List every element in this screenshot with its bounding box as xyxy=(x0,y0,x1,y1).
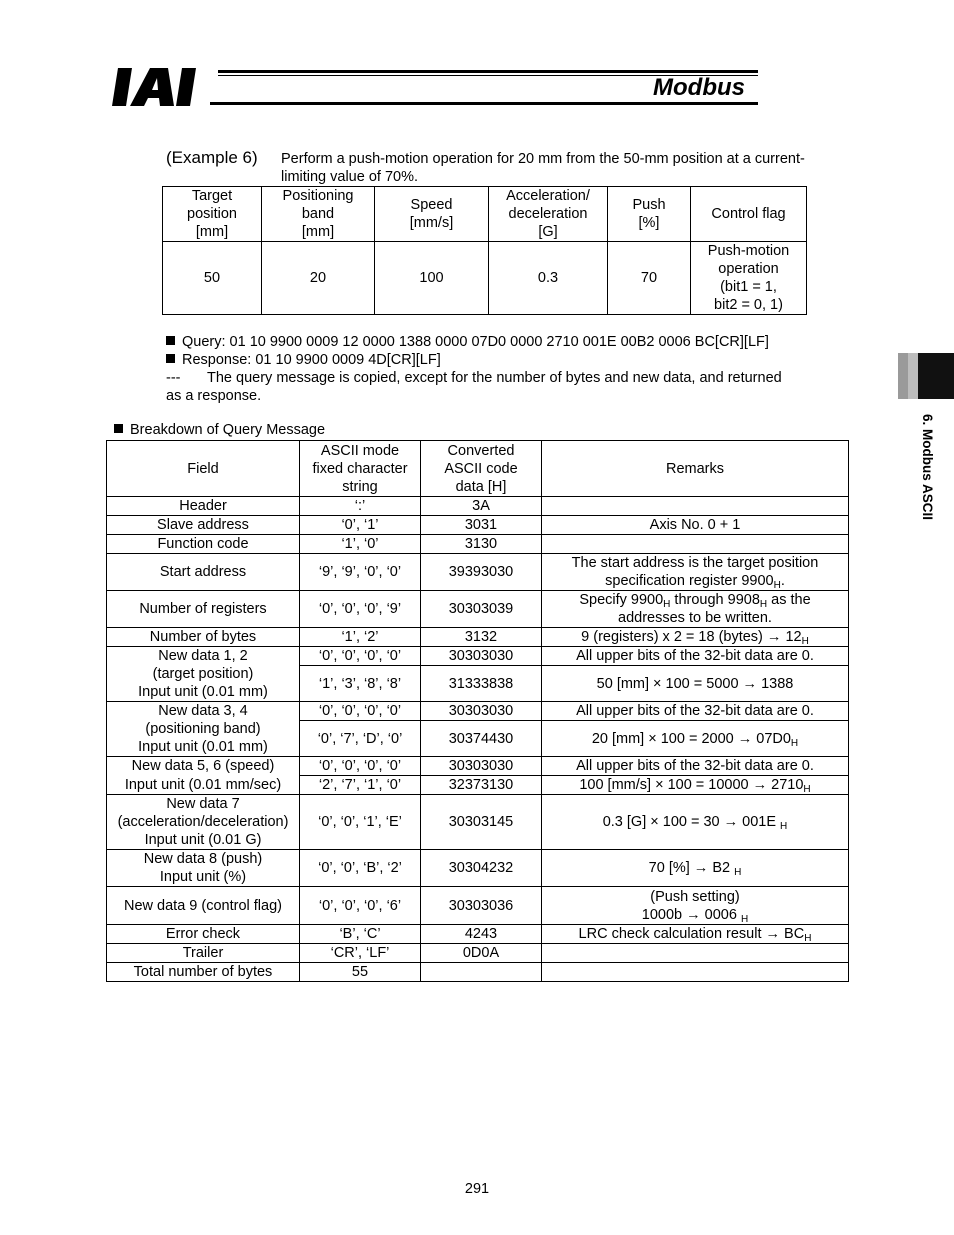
query-line: Query: 01 10 9900 0009 12 0000 1388 0000 07D0 0000 2710 001E 00B2 0006 BC[CR][LF] xyxy=(166,333,866,351)
table-row: Input unit (0.01 mm/sec) ‘2’, ‘7’, ‘1’, ‘0’ 32373130 100 $[mm/s] \times 100 = 10000 \to 2710_H$ xyxy=(107,776,849,795)
breakdown-title: Breakdown of Query Message xyxy=(114,422,325,438)
square-bullet-icon xyxy=(166,336,175,345)
breakdown-header-row xyxy=(107,441,849,497)
table-row: ‘0’, ‘7’, ‘D’, ‘0’ 30374430 20 $[mm] \times 100 = 2000 \to 07D0_H$ xyxy=(107,721,849,757)
table-row: Function code ‘1’, ‘0’ 3130 xyxy=(107,535,849,554)
table-row: Slave address ‘0’, ‘1’ 3031 Axis No. 0 + 1 xyxy=(107,516,849,535)
cell: 0.3 xyxy=(489,242,608,315)
col-control-flag: Control flag xyxy=(691,187,807,242)
table-row: ‘1’, ‘3’, ‘8’, ‘8’ 31333838 50 [mm] × 100 = 5000 → 1388 xyxy=(107,666,849,702)
header-rule-bottom xyxy=(210,102,758,105)
response-line: Response: 01 10 9900 0009 4D[CR][LF] xyxy=(166,351,866,369)
cell: 50 xyxy=(163,242,262,315)
table-row: New data 8 (push) Input unit (%) ‘0’, ‘0’, ‘B’, ‘2’ 30304232 70 [%] → B2 $_H$ xyxy=(107,850,849,887)
table-row: Number of bytes ‘1’, ‘2’ 3132 9 (registers) x 2 = 18 (bytes) → $12_H$ xyxy=(107,628,849,647)
iai-logo xyxy=(112,66,212,108)
response-note: --- The query message is copied, except for the number of bytes and new data, and returned xyxy=(166,370,782,386)
table-row: Start address ‘9’, ‘9’, ‘0’, ‘0’ 39393030 The start address is the target position specification register $9900_H$. xyxy=(107,554,849,591)
cell: 20 xyxy=(262,242,375,315)
col-positioning-band: Positioning band [mm] xyxy=(262,187,375,242)
page-number: 291 xyxy=(464,1181,490,1197)
side-tab-shade-2 xyxy=(908,353,918,399)
side-tab-block xyxy=(918,353,954,399)
table-row: Trailer ‘CR’, ‘LF’ 0D0A xyxy=(107,944,849,963)
section-title: Modbus xyxy=(653,74,745,101)
table-row: Header ‘:’ 3A xyxy=(107,497,849,516)
col-acceleration: Acceleration/ deceleration [G] xyxy=(489,187,608,242)
breakdown-table xyxy=(106,440,849,982)
side-tab-label: 6. Modbus ASCII xyxy=(920,414,935,521)
parameters-header-row xyxy=(163,187,807,242)
col-ascii: ASCII mode fixed character string xyxy=(300,441,421,497)
response-note-cont: as a response. xyxy=(166,388,262,404)
col-remarks: Remarks xyxy=(542,441,849,497)
table-row: Total number of bytes 55 xyxy=(107,963,849,982)
table-row: New data 5, 6 (speed) ‘0’, ‘0’, ‘0’, ‘0’ 30303030 All upper bits of the 32-bit data are 0. xyxy=(107,757,849,776)
col-speed: Speed [mm/s] xyxy=(375,187,489,242)
cell-control-flag: Push-motion operation (bit1 = 1, bit2 = 0, 1) xyxy=(691,242,807,315)
message-list xyxy=(166,333,866,405)
table-row: Number of registers ‘0’, ‘0’, ‘0’, ‘9’ 30303039 Specify $9900_H$ through $9908_H$ as the addresses to be written. xyxy=(107,591,849,628)
parameters-data-row xyxy=(163,242,807,315)
square-bullet-icon xyxy=(114,424,123,433)
col-field: Field xyxy=(107,441,300,497)
parameters-table xyxy=(162,186,807,315)
table-row: New data 3, 4 (positioning band) Input unit (0.01 mm) ‘0’, ‘0’, ‘0’, ‘0’ 30303030 All upper bits of the 32-bit data are 0. xyxy=(107,702,849,721)
table-row: New data 1, 2 (target position) Input unit (0.01 mm) ‘0’, ‘0’, ‘0’, ‘0’ 30303030 All upper bits of the 32-bit data are 0. xyxy=(107,647,849,666)
header-rule-top xyxy=(218,70,758,73)
cell: 100 xyxy=(375,242,489,315)
side-tab-shade-1 xyxy=(898,353,908,399)
col-converted: Converted ASCII code data [H] xyxy=(421,441,542,497)
example-description: Perform a push-motion operation for 20 mm from the 50-mm position at a current-limiting value of 70%. xyxy=(281,151,805,185)
col-target-position: Target position [mm] xyxy=(163,187,262,242)
cell: 70 xyxy=(608,242,691,315)
col-push: Push [%] xyxy=(608,187,691,242)
table-row: New data 9 (control flag) ‘0’, ‘0’, ‘0’, ‘6’ 30303036 (Push setting) 1000b → 0006 $_H$ xyxy=(107,887,849,925)
square-bullet-icon xyxy=(166,354,175,363)
table-row: Error check ‘B’, ‘C’ 4243 LRC check calculation result → $BC_H$ xyxy=(107,925,849,944)
example-label: (Example 6) xyxy=(166,148,258,167)
table-row: New data 7 (acceleration/deceleration) Input unit (0.01 G) ‘0’, ‘0’, ‘1’, ‘E’ 30303145 0.3 [G] × 100 = 30 → 001E $_H$ xyxy=(107,795,849,850)
